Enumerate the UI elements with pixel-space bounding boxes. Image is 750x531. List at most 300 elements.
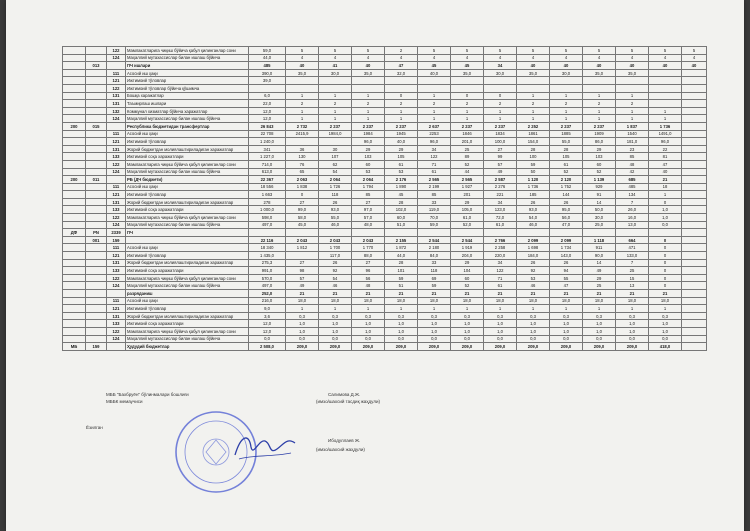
value-cell: 1,0 bbox=[550, 320, 583, 328]
value-cell bbox=[583, 229, 616, 237]
value-cell: 81 bbox=[649, 153, 682, 161]
row-code-cell bbox=[86, 47, 107, 55]
value-cell: 36 bbox=[286, 145, 319, 153]
value-cell: 0,0 bbox=[484, 335, 517, 343]
value-cell bbox=[682, 236, 707, 244]
row-code-cell: 131 bbox=[107, 92, 126, 100]
value-cell: 2 bbox=[418, 100, 451, 108]
value-cell: 2 237 bbox=[451, 122, 484, 130]
value-cell: 107 bbox=[319, 153, 352, 161]
row-description-cell: Ижтимоий тўловлар bbox=[126, 138, 249, 146]
value-cell bbox=[682, 122, 707, 130]
value-cell: 0,3 bbox=[451, 312, 484, 320]
value-cell: 60 bbox=[451, 274, 484, 282]
table-row bbox=[63, 84, 707, 92]
value-cell bbox=[682, 297, 707, 305]
table-section-row bbox=[63, 176, 707, 184]
value-cell: 209,0 bbox=[451, 343, 484, 351]
value-cell bbox=[286, 229, 319, 237]
row-description-cell bbox=[126, 236, 249, 244]
value-cell: 56,0 bbox=[550, 214, 583, 222]
value-cell: 33 bbox=[418, 198, 451, 206]
value-cell bbox=[682, 145, 707, 153]
value-cell: 58,0 bbox=[286, 214, 319, 222]
value-cell: 991,0 bbox=[249, 267, 286, 275]
value-cell bbox=[550, 77, 583, 85]
value-cell: 47,0 bbox=[550, 221, 583, 229]
value-cell: 21 bbox=[649, 290, 682, 298]
value-cell: 40 bbox=[286, 62, 319, 70]
value-cell: 1 bbox=[649, 115, 682, 123]
value-cell bbox=[517, 84, 550, 92]
value-cell: 2 637 bbox=[418, 122, 451, 130]
row-description-cell: Ижтимоий соҳа харажатлари bbox=[126, 267, 249, 275]
table-row bbox=[63, 297, 707, 305]
value-cell: 100,0 bbox=[484, 138, 517, 146]
value-cell: 93,0 bbox=[517, 206, 550, 214]
budget-table bbox=[62, 46, 707, 351]
value-cell: 55 bbox=[550, 274, 583, 282]
row-code-cell bbox=[86, 54, 107, 62]
value-cell: 497,0 bbox=[249, 282, 286, 290]
value-cell: 209,0 bbox=[550, 343, 583, 351]
value-cell: 55,0 bbox=[550, 138, 583, 146]
table-row bbox=[63, 244, 707, 252]
value-cell: 18,0 bbox=[352, 297, 385, 305]
value-cell: 911 bbox=[583, 244, 616, 252]
table-row bbox=[63, 54, 707, 62]
value-cell bbox=[649, 100, 682, 108]
value-cell: 2 276 bbox=[484, 183, 517, 191]
row-code-cell: 111 bbox=[107, 183, 126, 191]
value-cell: 471 bbox=[616, 244, 649, 252]
value-cell: 714,0 bbox=[249, 160, 286, 168]
row-description-cell: Ижтимоий тўловлар bbox=[126, 77, 249, 85]
value-cell bbox=[682, 100, 707, 108]
value-cell: 1 bbox=[451, 107, 484, 115]
value-cell: 55,0 bbox=[319, 214, 352, 222]
value-cell: 1 bbox=[385, 115, 418, 123]
value-cell: 15 bbox=[616, 274, 649, 282]
value-cell: 29 bbox=[583, 274, 616, 282]
value-cell: 0 bbox=[649, 267, 682, 275]
value-cell: 46,0 bbox=[319, 221, 352, 229]
row-description-cell: Ижтимоий тўловлар bbox=[126, 191, 249, 199]
value-cell: 5 bbox=[286, 47, 319, 55]
value-cell: 598,0 bbox=[249, 214, 286, 222]
value-cell: 61 bbox=[418, 168, 451, 176]
value-cell bbox=[418, 229, 451, 237]
value-cell: 18 556 bbox=[249, 183, 286, 191]
row-code-cell bbox=[86, 115, 107, 123]
value-cell: 1 bbox=[616, 92, 649, 100]
value-cell: 209,0 bbox=[484, 343, 517, 351]
row-code-cell bbox=[63, 252, 86, 260]
value-cell: 1 812 bbox=[286, 244, 319, 252]
value-cell: 103 bbox=[352, 153, 385, 161]
value-cell bbox=[682, 69, 707, 77]
row-code-cell: 200 bbox=[63, 176, 86, 184]
row-description-cell: Маҳаллий мутахассислар билан ишлаш бўйича bbox=[126, 54, 249, 62]
value-cell: 144 bbox=[550, 191, 583, 199]
value-cell bbox=[682, 267, 707, 275]
row-code-cell bbox=[86, 297, 107, 305]
value-cell: 2 587 bbox=[484, 176, 517, 184]
value-cell: 59 bbox=[418, 282, 451, 290]
row-description-cell: Асосий иш ҳақи bbox=[126, 297, 249, 305]
value-cell: 51 bbox=[385, 282, 418, 290]
value-cell: 47 bbox=[550, 282, 583, 290]
value-cell: 2 237 bbox=[319, 122, 352, 130]
value-cell: 27 bbox=[286, 198, 319, 206]
value-cell: 57 bbox=[484, 160, 517, 168]
value-cell: 122 bbox=[418, 153, 451, 161]
row-code-cell bbox=[63, 320, 86, 328]
value-cell: 85 bbox=[418, 191, 451, 199]
value-cell: 1,0 bbox=[517, 320, 550, 328]
row-code-cell bbox=[63, 100, 86, 108]
value-cell: 93,0 bbox=[319, 206, 352, 214]
value-cell: 0,0 bbox=[385, 335, 418, 343]
value-cell: 1 794 bbox=[352, 183, 385, 191]
value-cell: 122 bbox=[484, 267, 517, 275]
value-cell bbox=[484, 84, 517, 92]
value-cell: 0,3 bbox=[583, 312, 616, 320]
row-code-cell bbox=[63, 54, 86, 62]
value-cell: 209,0 bbox=[583, 343, 616, 351]
value-cell: 12,0 bbox=[249, 327, 286, 335]
value-cell: 1 139 bbox=[583, 176, 616, 184]
value-cell: 95,0 bbox=[550, 206, 583, 214]
value-cell: 59 bbox=[385, 274, 418, 282]
value-cell: 96,0 bbox=[649, 138, 682, 146]
value-cell: 21 bbox=[616, 290, 649, 298]
value-cell: 201,0 bbox=[451, 138, 484, 146]
row-description-cell: Ижтимоий тўловлар bbox=[126, 305, 249, 313]
value-cell: 1 bbox=[352, 92, 385, 100]
value-cell: 35,0 bbox=[517, 69, 550, 77]
value-cell: 40,0 bbox=[418, 69, 451, 77]
value-cell bbox=[451, 77, 484, 85]
value-cell: 21 bbox=[286, 290, 319, 298]
value-cell: 2 bbox=[352, 100, 385, 108]
value-cell: 4 bbox=[352, 54, 385, 62]
value-cell: 0,3 bbox=[484, 312, 517, 320]
value-cell: 2 bbox=[583, 100, 616, 108]
value-cell: 52 bbox=[451, 160, 484, 168]
value-cell: 45 bbox=[451, 62, 484, 70]
row-code-cell bbox=[86, 145, 107, 153]
value-cell: 1 bbox=[550, 115, 583, 123]
value-cell bbox=[649, 92, 682, 100]
value-cell: 35,0 bbox=[451, 69, 484, 77]
value-cell: 1,0 bbox=[649, 327, 682, 335]
value-cell: 26 bbox=[319, 198, 352, 206]
value-cell: 134 bbox=[616, 191, 649, 199]
value-cell bbox=[517, 229, 550, 237]
value-cell: 25,0 bbox=[583, 221, 616, 229]
value-cell: 5 bbox=[484, 47, 517, 55]
value-cell: 12,0 bbox=[249, 115, 286, 123]
table-row bbox=[63, 221, 707, 229]
table-row bbox=[63, 214, 707, 222]
value-cell: 0,0 bbox=[583, 335, 616, 343]
value-cell: 1,0 bbox=[484, 327, 517, 335]
value-cell: 46,0 bbox=[517, 221, 550, 229]
value-cell bbox=[682, 259, 707, 267]
value-cell: 209,0 bbox=[616, 343, 649, 351]
row-code-cell: 122 bbox=[107, 327, 126, 335]
value-cell: 0,0 bbox=[649, 221, 682, 229]
value-cell bbox=[682, 335, 707, 343]
value-cell bbox=[616, 229, 649, 237]
row-code-cell: 111 bbox=[107, 244, 126, 252]
value-cell bbox=[385, 229, 418, 237]
value-cell: 14 bbox=[583, 259, 616, 267]
row-code-cell: 111 bbox=[107, 69, 126, 77]
value-cell: 1 bbox=[418, 115, 451, 123]
performer-name: Ибодуллаев Ж. bbox=[328, 438, 361, 443]
table-section-row bbox=[63, 236, 707, 244]
value-cell: 21 bbox=[418, 290, 451, 298]
value-cell: 40,0 bbox=[385, 138, 418, 146]
row-description-cell: Мамлакатларига чиқиш бўйича қабул қилинганлар сони bbox=[126, 327, 249, 335]
row-code-cell: 131 bbox=[107, 259, 126, 267]
row-code-cell: 131 bbox=[107, 145, 126, 153]
value-cell: 35,0 bbox=[286, 69, 319, 77]
value-cell: 497,0 bbox=[249, 221, 286, 229]
value-cell: 1 bbox=[319, 107, 352, 115]
value-cell: 1 890 bbox=[385, 183, 418, 191]
value-cell bbox=[616, 84, 649, 92]
value-cell: 27 bbox=[352, 198, 385, 206]
row-code-cell bbox=[107, 176, 126, 184]
table-row bbox=[63, 320, 707, 328]
row-code-cell: 122 bbox=[107, 274, 126, 282]
value-cell: 4 bbox=[550, 54, 583, 62]
row-code-cell: 200 bbox=[63, 122, 86, 130]
value-cell bbox=[484, 77, 517, 85]
value-cell: 96,0 bbox=[418, 138, 451, 146]
value-cell: 29 bbox=[451, 259, 484, 267]
value-cell: 94 bbox=[550, 267, 583, 275]
row-description-cell: Ижтимоий тўловлар bbox=[126, 252, 249, 260]
row-code-cell bbox=[107, 343, 126, 351]
value-cell bbox=[682, 130, 707, 138]
value-cell: 1 bbox=[517, 92, 550, 100]
value-cell: 92 bbox=[517, 267, 550, 275]
row-code-cell: 133 bbox=[107, 206, 126, 214]
value-cell: 21 bbox=[385, 290, 418, 298]
value-cell: 209,0 bbox=[286, 343, 319, 351]
row-code-cell bbox=[63, 138, 86, 146]
value-cell: 60 bbox=[352, 160, 385, 168]
value-cell: 5 bbox=[451, 47, 484, 55]
value-cell: 1,0 bbox=[583, 327, 616, 335]
value-cell: 0,3 bbox=[385, 312, 418, 320]
value-cell: 0,3 bbox=[517, 312, 550, 320]
value-cell: 278 bbox=[249, 198, 286, 206]
value-cell: 18 340 bbox=[249, 244, 286, 252]
value-cell: 4 bbox=[451, 54, 484, 62]
value-cell: 101 bbox=[385, 267, 418, 275]
value-cell: 154,0 bbox=[517, 138, 550, 146]
row-description-cell: Мамлакатларига чиқиш бўйича қабул қилинганлар сони bbox=[126, 214, 249, 222]
value-cell: 1 726 bbox=[319, 183, 352, 191]
value-cell: 275,3 bbox=[249, 259, 286, 267]
value-cell bbox=[583, 77, 616, 85]
value-cell bbox=[682, 198, 707, 206]
value-cell: 0,0 bbox=[550, 335, 583, 343]
row-code-cell bbox=[63, 274, 86, 282]
value-cell: 2 237 bbox=[484, 122, 517, 130]
row-code-cell bbox=[63, 305, 86, 313]
value-cell: 0,3 bbox=[418, 312, 451, 320]
value-cell: 2 120 bbox=[550, 176, 583, 184]
table-row bbox=[63, 198, 707, 206]
value-cell: 13 bbox=[616, 282, 649, 290]
row-code-cell: 121 bbox=[107, 77, 126, 85]
row-description-cell: Жорий бюджетдан молиялаштириладиган харажатлар bbox=[126, 312, 249, 320]
row-code-cell bbox=[86, 312, 107, 320]
left-label: Ёзилган bbox=[86, 425, 103, 430]
value-cell: 23 bbox=[616, 145, 649, 153]
row-code-cell: МБ bbox=[63, 343, 86, 351]
value-cell: 88,0 bbox=[352, 252, 385, 260]
value-cell bbox=[517, 77, 550, 85]
value-cell: 28 bbox=[550, 145, 583, 153]
row-code-cell bbox=[86, 84, 107, 92]
value-cell: 2 bbox=[385, 100, 418, 108]
value-cell bbox=[385, 84, 418, 92]
value-cell: 1 bbox=[352, 115, 385, 123]
value-cell: 1 bbox=[418, 305, 451, 313]
value-cell: 45,0 bbox=[286, 221, 319, 229]
value-cell: 84,0 bbox=[418, 252, 451, 260]
value-cell: 143,0 bbox=[550, 252, 583, 260]
value-cell: 0,3 bbox=[286, 312, 319, 320]
row-code-cell bbox=[86, 214, 107, 222]
row-description-cell: Ижтимоий соҳа харажатлари bbox=[126, 206, 249, 214]
row-description-cell: ПЧ ишлари bbox=[126, 62, 249, 70]
value-cell: 18,0 bbox=[451, 297, 484, 305]
value-cell: 1 663 bbox=[249, 191, 286, 199]
value-cell bbox=[286, 77, 319, 85]
scanned-document-page bbox=[6, 0, 744, 531]
value-cell: 0,0 bbox=[649, 335, 682, 343]
value-cell: 1 bbox=[352, 305, 385, 313]
value-cell bbox=[682, 229, 707, 237]
value-cell: 2 063 bbox=[286, 176, 319, 184]
value-cell: 123,0 bbox=[484, 206, 517, 214]
budget-table-container bbox=[62, 46, 702, 351]
value-cell: 28 bbox=[385, 259, 418, 267]
row-code-cell: 122 bbox=[107, 47, 126, 55]
value-cell: 118 bbox=[319, 191, 352, 199]
value-cell bbox=[286, 84, 319, 92]
value-cell: 2 bbox=[484, 100, 517, 108]
value-cell: 0,0 bbox=[319, 335, 352, 343]
value-cell: 0 bbox=[385, 92, 418, 100]
row-code-cell bbox=[63, 327, 86, 335]
value-cell: 21 bbox=[352, 290, 385, 298]
value-cell: 22 708 bbox=[249, 130, 286, 138]
value-cell: 35,0 bbox=[616, 69, 649, 77]
value-cell: 1 bbox=[583, 107, 616, 115]
approver-caption: (имзо/шахсий тасдиқ жаҳдули) bbox=[316, 399, 380, 404]
value-cell: 5 bbox=[550, 47, 583, 55]
org-line-2: МББК мемаучиси bbox=[106, 399, 143, 404]
value-cell: 4 bbox=[286, 54, 319, 62]
value-cell: 49 bbox=[583, 267, 616, 275]
table-row bbox=[63, 168, 707, 176]
value-cell: 1,0 bbox=[583, 320, 616, 328]
row-description-cell: ПЧ bbox=[126, 229, 249, 237]
value-cell: 1885 bbox=[550, 130, 583, 138]
value-cell: 3,6 bbox=[249, 312, 286, 320]
value-cell: 1 227,0 bbox=[249, 153, 286, 161]
value-cell: 1984,0 bbox=[319, 130, 352, 138]
row-code-cell: 124 bbox=[107, 282, 126, 290]
performer-caption: (имзо/шахсий жаҳдули) bbox=[316, 447, 365, 452]
value-cell: 33 bbox=[418, 259, 451, 267]
row-description-cell: РБ (ДЧ бюджети) bbox=[126, 176, 249, 184]
row-code-cell: ДФ bbox=[63, 229, 86, 237]
value-cell: 485 bbox=[616, 183, 649, 191]
value-cell: 1,0 bbox=[418, 327, 451, 335]
row-description-cell: Мамлакатларига чиқиш бўйича қабул қилинганлар сони bbox=[126, 160, 249, 168]
value-cell: 2 180 bbox=[418, 244, 451, 252]
row-code-cell bbox=[63, 62, 86, 70]
value-cell: 1 240,0 bbox=[249, 138, 286, 146]
row-code-cell bbox=[63, 244, 86, 252]
value-cell: 0 bbox=[649, 282, 682, 290]
row-code-cell bbox=[63, 335, 86, 343]
value-cell: 0,0 bbox=[249, 335, 286, 343]
row-code-cell bbox=[86, 107, 107, 115]
value-cell: 929 bbox=[583, 183, 616, 191]
value-cell: 1984 bbox=[352, 130, 385, 138]
value-cell: 1 bbox=[649, 107, 682, 115]
value-cell: 1 bbox=[319, 115, 352, 123]
value-cell: 1 bbox=[484, 115, 517, 123]
value-cell: 46 bbox=[319, 282, 352, 290]
value-cell: 53 bbox=[385, 168, 418, 176]
value-cell: 35,0 bbox=[583, 69, 616, 77]
row-description-cell: Асосий иш ҳақи bbox=[126, 183, 249, 191]
value-cell: 29 bbox=[385, 145, 418, 153]
row-code-cell bbox=[63, 267, 86, 275]
value-cell: 18,0 bbox=[649, 297, 682, 305]
value-cell bbox=[682, 244, 707, 252]
value-cell: 1,0 bbox=[484, 320, 517, 328]
value-cell bbox=[682, 320, 707, 328]
value-cell bbox=[682, 290, 707, 298]
row-code-cell: 124 bbox=[107, 54, 126, 62]
row-description-cell: Жорий бюджетдан молиялаштириладиган харажатлар bbox=[126, 198, 249, 206]
value-cell: 1,0 bbox=[286, 327, 319, 335]
value-cell: 1,0 bbox=[616, 320, 649, 328]
value-cell: 5 bbox=[418, 47, 451, 55]
row-code-cell bbox=[63, 153, 86, 161]
value-cell bbox=[682, 274, 707, 282]
row-code-cell bbox=[86, 100, 107, 108]
row-code-cell: 131 bbox=[107, 312, 126, 320]
row-description-cell: Асосий иш ҳақи bbox=[126, 69, 249, 77]
value-cell: 185 bbox=[517, 191, 550, 199]
row-code-cell: 111 bbox=[107, 130, 126, 138]
row-code-cell: 133 bbox=[107, 320, 126, 328]
